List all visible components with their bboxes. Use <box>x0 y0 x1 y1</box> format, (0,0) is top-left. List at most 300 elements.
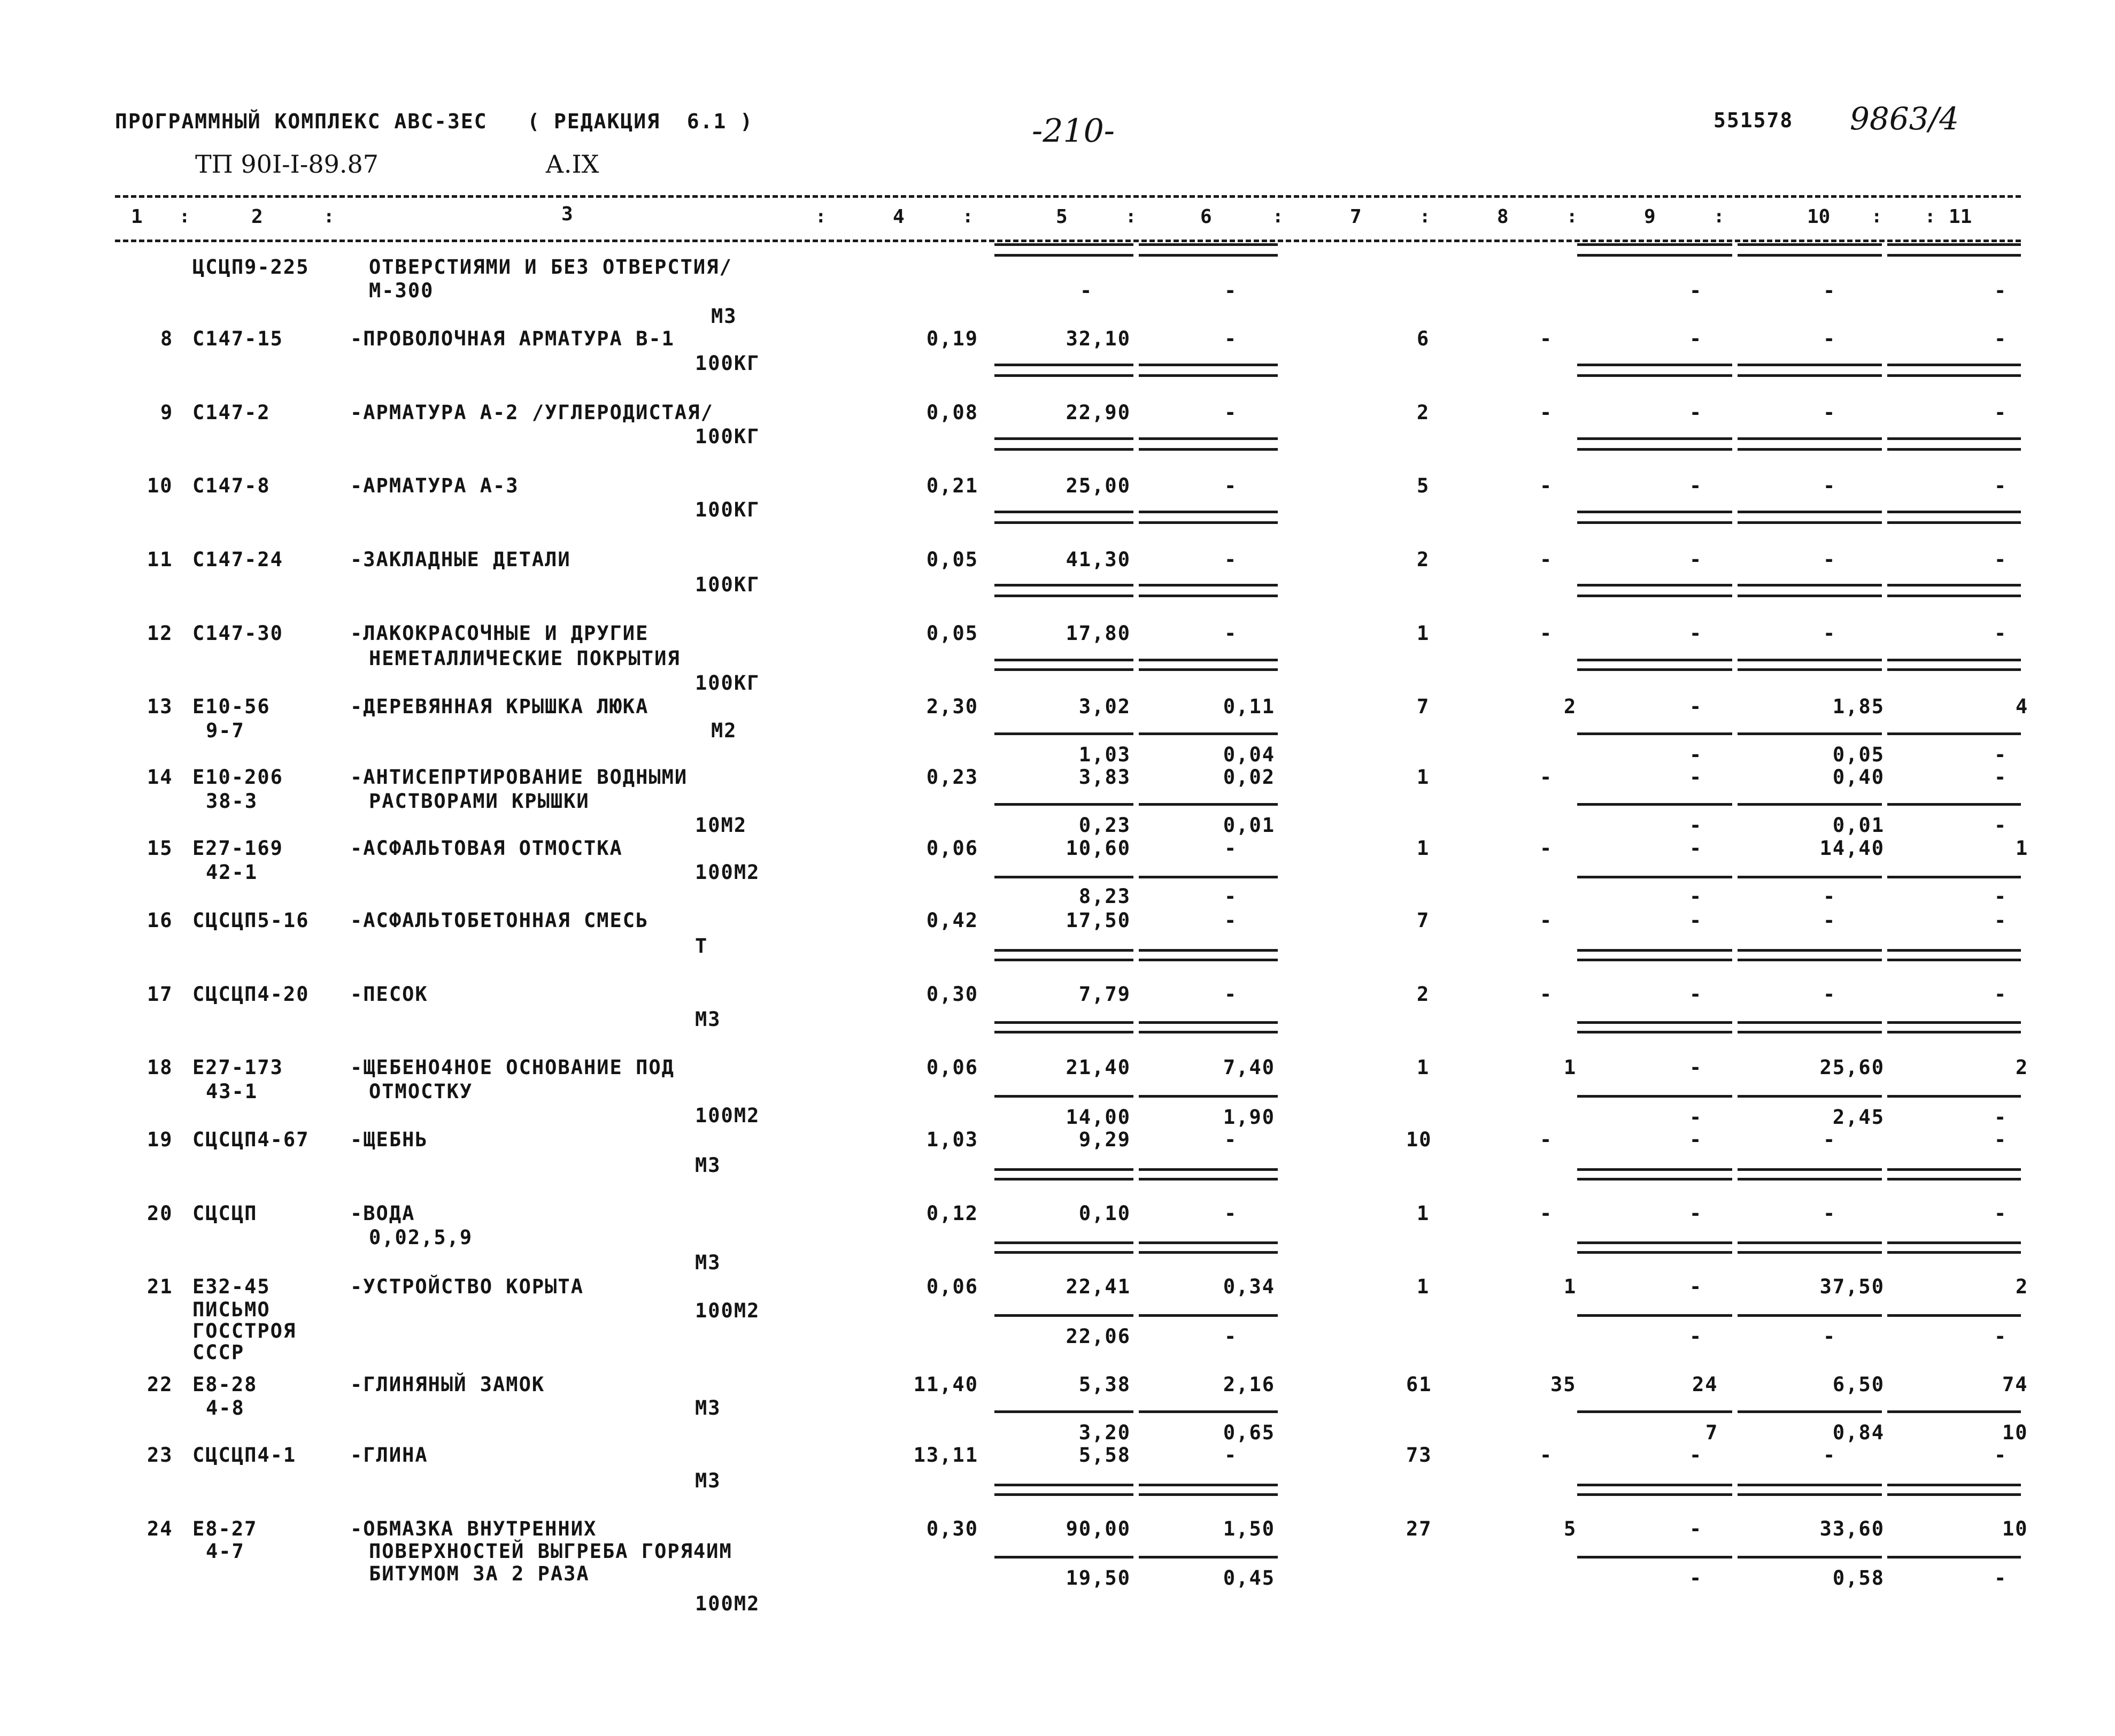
table-cell: 74 <box>2002 1373 2028 1396</box>
cell-underline <box>994 364 1133 366</box>
table-cell: - <box>1689 327 1703 350</box>
table-cell: - <box>1994 1202 2008 1225</box>
table-cell: - <box>1823 327 1836 350</box>
table-cell: - <box>1689 1106 1703 1129</box>
cell-underline <box>1887 1178 2021 1181</box>
table-cell: 1 <box>1417 1275 1430 1298</box>
cell-underline <box>994 1251 1133 1254</box>
table-cell: 42-1 <box>206 861 258 884</box>
cell-underline <box>994 1021 1133 1024</box>
table-cell: РАСТВОРАМИ КРЫШКИ <box>369 790 590 813</box>
table-cell: 61 <box>1406 1373 1432 1396</box>
cell-underline <box>1139 732 1278 735</box>
table-cell: - <box>1823 1128 1836 1151</box>
table-cell: - <box>1823 279 1836 302</box>
table-cell: 1,90 <box>1223 1106 1275 1129</box>
cell-underline <box>1577 364 1732 366</box>
cell-underline <box>994 803 1133 806</box>
table-cell: СЦСЦП <box>192 1202 258 1225</box>
cell-underline <box>1577 876 1732 878</box>
table-cell: С147-2 <box>192 401 271 424</box>
cell-underline <box>1139 1484 1278 1486</box>
table-cell: - <box>1994 1325 2008 1348</box>
cell-underline <box>1887 959 2021 961</box>
cell-underline <box>1887 521 2021 524</box>
col-header-1: 1 <box>131 206 143 228</box>
col-separator: : <box>323 206 335 227</box>
table-cell: -ЛАКОКРАСОЧНЫЕ И ДРУГИЕ <box>350 622 649 645</box>
table-cell: 17,80 <box>1066 622 1131 645</box>
cell-underline <box>1738 1021 1882 1024</box>
cell-underline <box>1738 364 1882 366</box>
table-cell: - <box>1540 622 1553 645</box>
col-separator: : <box>1925 206 1936 227</box>
cell-underline <box>994 659 1133 661</box>
cell-underline <box>1139 521 1278 524</box>
col-separator: : <box>1713 206 1725 227</box>
table-cell: - <box>1224 327 1238 350</box>
table-cell: 2,16 <box>1223 1373 1275 1396</box>
cell-underline <box>1577 668 1732 671</box>
table-cell: - <box>1823 401 1836 424</box>
table-cell: - <box>1994 327 2008 350</box>
table-cell: 0,08 <box>926 401 978 424</box>
table-cell: - <box>1689 909 1703 932</box>
table-cell: 4-7 <box>206 1540 245 1563</box>
table-cell: 1 <box>1417 622 1430 645</box>
table-cell: -АСФАЛЬТОВАЯ ОТМОСТКА <box>350 837 623 860</box>
cell-underline <box>1577 1241 1732 1244</box>
cell-underline <box>1577 659 1732 661</box>
cell-underline <box>1738 659 1882 661</box>
cell-underline <box>1577 803 1732 806</box>
table-cell: СССР <box>192 1341 245 1364</box>
cell-underline <box>1738 1095 1882 1098</box>
table-cell: 0,12 <box>926 1202 978 1225</box>
table-cell: Е10-56 <box>192 695 271 718</box>
header-rule-bottom <box>115 240 2021 242</box>
table-cell: 0,05 <box>1832 743 1885 766</box>
cell-underline <box>994 1241 1133 1244</box>
table-cell: 0,65 <box>1223 1421 1275 1444</box>
table-cell: 19,50 <box>1066 1567 1131 1590</box>
table-cell: - <box>1689 548 1703 571</box>
table-cell: М-300 <box>369 279 434 302</box>
table-cell: - <box>1823 909 1836 932</box>
cell-underline <box>1887 659 2021 661</box>
table-cell: 1 <box>1564 1275 1577 1298</box>
table-cell: - <box>1823 1325 1836 1348</box>
cell-underline <box>1738 254 1882 257</box>
table-cell: 0,06 <box>926 837 978 860</box>
table-cell: 38-3 <box>206 790 258 813</box>
cell-underline <box>1139 1168 1278 1171</box>
table-cell: 100КГ <box>695 672 760 695</box>
cell-underline <box>994 1095 1133 1098</box>
table-cell: 90,00 <box>1066 1517 1131 1540</box>
table-cell: 0,10 <box>1078 1202 1131 1225</box>
table-cell: 27 <box>1406 1517 1432 1540</box>
cell-underline <box>994 1410 1133 1413</box>
table-cell: - <box>1689 885 1703 908</box>
cell-underline <box>1887 1168 2021 1171</box>
table-cell: - <box>1994 548 2008 571</box>
document-code: 551578 <box>1713 109 1794 132</box>
table-cell: ЦСЦП9-225 <box>192 256 310 279</box>
cell-underline <box>994 1484 1133 1486</box>
table-cell: 0,02 <box>1223 766 1275 789</box>
table-cell: 22,41 <box>1066 1275 1131 1298</box>
table-cell: 4 <box>2016 695 2029 718</box>
table-cell: - <box>1689 743 1703 766</box>
cell-underline <box>1738 1241 1882 1244</box>
cell-underline <box>1577 949 1732 952</box>
col-separator: : <box>1125 206 1137 227</box>
cell-underline <box>1139 1031 1278 1033</box>
table-cell: - <box>1540 548 1553 571</box>
table-cell: 1,03 <box>1078 743 1131 766</box>
section-code: А.IX <box>545 150 599 179</box>
cell-underline <box>1738 1251 1882 1254</box>
col-separator: : <box>179 206 190 227</box>
cell-underline <box>1139 1021 1278 1024</box>
table-cell: -ГЛИНА <box>350 1444 428 1467</box>
cell-underline <box>1887 437 2021 440</box>
cell-underline <box>1887 803 2021 806</box>
table-cell: - <box>1689 474 1703 497</box>
cell-underline <box>1577 511 1732 513</box>
table-cell: 3,83 <box>1078 766 1131 789</box>
cell-underline <box>994 732 1133 735</box>
table-cell: 0,05 <box>926 622 978 645</box>
cell-underline <box>1887 1251 2021 1254</box>
table-cell: 1 <box>1564 1056 1577 1079</box>
cell-underline <box>994 1493 1133 1496</box>
cell-underline <box>1139 374 1278 377</box>
cell-underline <box>1577 243 1732 246</box>
table-cell: -УСТРОЙСТВО КОРЫТА <box>350 1275 584 1298</box>
table-cell: 100КГ <box>695 425 760 448</box>
table-cell: 35 <box>1550 1373 1577 1396</box>
table-cell: СЦСЦП4-20 <box>192 983 310 1006</box>
table-cell: 0,01 <box>1832 814 1885 837</box>
table-cell: - <box>1994 766 2008 789</box>
table-cell: 12 <box>147 622 173 645</box>
table-cell: - <box>1994 279 2008 302</box>
table-cell: - <box>1689 622 1703 645</box>
cell-underline <box>994 1556 1133 1558</box>
cell-underline <box>1738 949 1882 952</box>
table-cell: - <box>1689 837 1703 860</box>
cell-underline <box>994 584 1133 587</box>
table-cell: 73 <box>1406 1444 1432 1467</box>
table-cell: 7,40 <box>1223 1056 1275 1079</box>
table-cell: -ОБМАЗКА ВНУТРЕННИХ <box>350 1517 597 1540</box>
table-cell: - <box>1994 401 2008 424</box>
table-cell: 10М2 <box>695 814 747 837</box>
table-cell: 2 <box>1417 983 1430 1006</box>
table-cell: 33,60 <box>1819 1517 1885 1540</box>
table-cell: С147-30 <box>192 622 283 645</box>
table-cell: - <box>1823 983 1836 1006</box>
table-cell: 7 <box>1417 695 1430 718</box>
cell-underline <box>1738 448 1882 451</box>
cell-underline <box>994 1178 1133 1181</box>
cell-underline <box>994 1314 1133 1317</box>
table-cell: - <box>1689 1444 1703 1467</box>
table-cell: - <box>1224 1202 1238 1225</box>
cell-underline <box>1738 584 1882 587</box>
table-cell: Е32-45 <box>192 1275 271 1298</box>
cell-underline <box>1738 521 1882 524</box>
table-cell: 0,06 <box>926 1275 978 1298</box>
cell-underline <box>1887 949 2021 952</box>
table-cell: 0,04 <box>1223 743 1275 766</box>
table-cell: -АРМАТУРА А-2 /УГЛЕРОДИСТАЯ/ <box>350 401 714 424</box>
table-cell: 13 <box>147 695 173 718</box>
col-separator: : <box>962 206 974 227</box>
table-cell: 25,60 <box>1819 1056 1885 1079</box>
table-cell: 5,38 <box>1078 1373 1131 1396</box>
table-cell: - <box>1823 1444 1836 1467</box>
cell-underline <box>1738 1493 1882 1496</box>
table-cell: Т <box>695 935 708 958</box>
cell-underline <box>1887 511 2021 513</box>
cell-underline <box>1577 1095 1732 1098</box>
cell-underline <box>1577 1168 1732 1171</box>
table-cell: - <box>1689 1202 1703 1225</box>
table-cell: 18 <box>147 1056 173 1079</box>
table-cell: -ВОДА <box>350 1202 415 1225</box>
table-cell: - <box>1689 1128 1703 1151</box>
cell-underline <box>1577 584 1732 587</box>
table-cell: - <box>1689 1325 1703 1348</box>
cell-underline <box>1738 1031 1882 1033</box>
cell-underline <box>994 668 1133 671</box>
table-cell: - <box>1689 766 1703 789</box>
table-cell: 5,58 <box>1078 1444 1131 1467</box>
table-cell: 7 <box>1417 909 1430 932</box>
table-cell: 21,40 <box>1066 1056 1131 1079</box>
table-cell: ГОССТРОЯ <box>192 1320 297 1342</box>
cell-underline <box>994 254 1133 257</box>
table-cell: - <box>1224 474 1238 497</box>
cell-underline <box>1887 1314 2021 1317</box>
cell-underline <box>1738 876 1882 878</box>
table-cell: 22,06 <box>1066 1325 1131 1348</box>
col-header-8: 8 <box>1497 206 1509 228</box>
table-cell: М3 <box>695 1251 721 1274</box>
cell-underline <box>1887 668 2021 671</box>
table-cell: - <box>1994 814 2008 837</box>
table-cell: - <box>1994 622 2008 645</box>
col-separator: : <box>1419 206 1431 227</box>
table-cell: 1,85 <box>1832 695 1885 718</box>
cell-underline <box>1577 1178 1732 1181</box>
table-cell: -ПРОВОЛОЧНАЯ АРМАТУРА В-1 <box>350 327 675 350</box>
cell-underline <box>1139 1251 1278 1254</box>
cell-underline <box>1577 1314 1732 1317</box>
table-cell: 10 <box>2002 1421 2028 1444</box>
table-cell: - <box>1540 837 1553 860</box>
col-header-7: 7 <box>1350 206 1362 228</box>
table-cell: Е27-173 <box>192 1056 283 1079</box>
table-cell: 10,60 <box>1066 837 1131 860</box>
table-cell: 0,01 <box>1223 814 1275 837</box>
table-cell: 100КГ <box>695 498 760 521</box>
table-cell: -ДЕРЕВЯННАЯ КРЫШКА ЛЮКА <box>350 695 649 718</box>
cell-underline <box>994 1031 1133 1033</box>
cell-underline <box>1577 254 1732 257</box>
cell-underline <box>1887 1021 2021 1024</box>
table-cell: 20 <box>147 1202 173 1225</box>
cell-underline <box>1887 374 2021 377</box>
cell-underline <box>994 448 1133 451</box>
table-cell: - <box>1994 474 2008 497</box>
table-cell: - <box>1994 1567 2008 1590</box>
project-code: ТП 90I-I-89.87 <box>195 150 379 179</box>
cell-underline <box>1577 374 1732 377</box>
table-cell: 0,30 <box>926 1517 978 1540</box>
table-cell: 0,40 <box>1832 766 1885 789</box>
table-cell: 9,29 <box>1078 1128 1131 1151</box>
cell-underline <box>1887 1556 2021 1558</box>
cell-underline <box>1139 1178 1278 1181</box>
cell-underline <box>1738 1556 1882 1558</box>
table-cell: 6 <box>1417 327 1430 350</box>
cell-underline <box>1738 437 1882 440</box>
table-cell: 24 <box>1692 1373 1718 1396</box>
cell-underline <box>1139 876 1278 878</box>
cell-underline <box>1887 876 2021 878</box>
table-cell: 9 <box>160 401 174 424</box>
cell-underline <box>1887 1484 2021 1486</box>
cell-underline <box>1139 1493 1278 1496</box>
table-cell: 3,20 <box>1078 1421 1131 1444</box>
table-cell: 15 <box>147 837 173 860</box>
col-header-4: 4 <box>893 206 905 228</box>
table-cell: - <box>1689 1517 1703 1540</box>
cell-underline <box>1577 1493 1732 1496</box>
table-cell: - <box>1689 1275 1703 1298</box>
cell-underline <box>1139 595 1278 597</box>
cell-underline <box>1139 1314 1278 1317</box>
table-cell: - <box>1224 909 1238 932</box>
cell-underline <box>1577 1410 1732 1413</box>
table-cell: 100М2 <box>695 1104 760 1127</box>
table-cell: М2 <box>711 719 737 742</box>
cell-underline <box>1887 254 2021 257</box>
table-cell: 100М2 <box>695 1592 760 1615</box>
table-cell: 22,90 <box>1066 401 1131 424</box>
cell-underline <box>1577 595 1732 597</box>
cell-underline <box>1738 374 1882 377</box>
table-cell: 0,34 <box>1223 1275 1275 1298</box>
cell-underline <box>1139 668 1278 671</box>
table-cell: 0,11 <box>1223 695 1275 718</box>
cell-underline <box>1139 584 1278 587</box>
table-cell: - <box>1540 327 1553 350</box>
col-header-9: 9 <box>1644 206 1656 228</box>
table-cell: 1 <box>1417 1202 1430 1225</box>
table-cell: - <box>1994 1444 2008 1467</box>
cell-underline <box>1738 1484 1882 1486</box>
table-cell: 3,02 <box>1078 695 1131 718</box>
table-cell: Е10-206 <box>192 766 283 789</box>
cell-underline <box>994 437 1133 440</box>
table-cell: 11,40 <box>913 1373 978 1396</box>
cell-underline <box>1577 1556 1732 1558</box>
album-number: 9863/4 <box>1850 101 1959 137</box>
table-cell: -АСФАЛЬТОБЕТОННАЯ СМЕСЬ <box>350 909 649 932</box>
table-cell: -ЗАКЛАДНЫЕ ДЕТАЛИ <box>350 548 571 571</box>
cell-underline <box>1887 584 2021 587</box>
table-cell: 17,50 <box>1066 909 1131 932</box>
table-cell: 2 <box>2016 1056 2029 1079</box>
table-cell: 0,30 <box>926 983 978 1006</box>
col-separator: : <box>1871 206 1882 227</box>
table-cell: 5 <box>1564 1517 1577 1540</box>
program-title: ПРОГРАММНЫЙ КОМПЛЕКС АВС-3ЕС ( РЕДАКЦИЯ 6.1 ) <box>115 110 754 133</box>
cell-underline <box>1738 1410 1882 1413</box>
table-cell: - <box>1689 695 1703 718</box>
table-cell: - <box>1994 885 2008 908</box>
cell-underline <box>1738 1168 1882 1171</box>
table-cell: Е8-27 <box>192 1517 258 1540</box>
table-cell: - <box>1540 983 1553 1006</box>
table-cell: 2 <box>1564 695 1577 718</box>
cell-underline <box>1738 732 1882 735</box>
cell-underline <box>994 243 1133 246</box>
table-cell: - <box>1540 1202 1553 1225</box>
cell-underline <box>1139 659 1278 661</box>
table-cell: 2 <box>1417 548 1430 571</box>
table-cell: 8,23 <box>1078 885 1131 908</box>
table-cell: 10 <box>2002 1517 2028 1540</box>
col-header-5: 5 <box>1056 206 1068 228</box>
table-cell: 25,00 <box>1066 474 1131 497</box>
table-cell: 21 <box>147 1275 173 1298</box>
cell-underline <box>1738 243 1882 246</box>
table-cell: -ЩЕБНЬ <box>350 1128 428 1151</box>
table-cell: 0,42 <box>926 909 978 932</box>
col-header-3: 3 <box>561 203 573 225</box>
table-cell: 22 <box>147 1373 173 1396</box>
table-cell: 41,30 <box>1066 548 1131 571</box>
cell-underline <box>994 521 1133 524</box>
cell-underline <box>1139 364 1278 366</box>
cell-underline <box>994 595 1133 597</box>
cell-underline <box>1887 364 2021 366</box>
table-cell: 0,05 <box>926 548 978 571</box>
table-cell: - <box>1224 885 1238 908</box>
cell-underline <box>1887 732 2021 735</box>
table-cell: - <box>1994 743 2008 766</box>
cell-underline <box>1577 1251 1732 1254</box>
table-cell: 13,11 <box>913 1444 978 1467</box>
table-cell: НЕМЕТАЛЛИЧЕСКИЕ ПОКРЫТИЯ <box>369 647 681 670</box>
table-cell: 100М2 <box>695 1299 760 1322</box>
table-cell: 1,03 <box>926 1128 978 1151</box>
cell-underline <box>994 959 1133 961</box>
cell-underline <box>1139 1241 1278 1244</box>
table-cell: - <box>1823 885 1836 908</box>
table-cell: 10 <box>1406 1128 1432 1151</box>
table-cell: ПОВЕРХНОСТЕЙ ВЫГРЕБА ГОРЯ4ИМ <box>369 1540 732 1563</box>
table-cell: С147-24 <box>192 548 283 571</box>
cell-underline <box>1139 511 1278 513</box>
cell-underline <box>1577 1484 1732 1486</box>
